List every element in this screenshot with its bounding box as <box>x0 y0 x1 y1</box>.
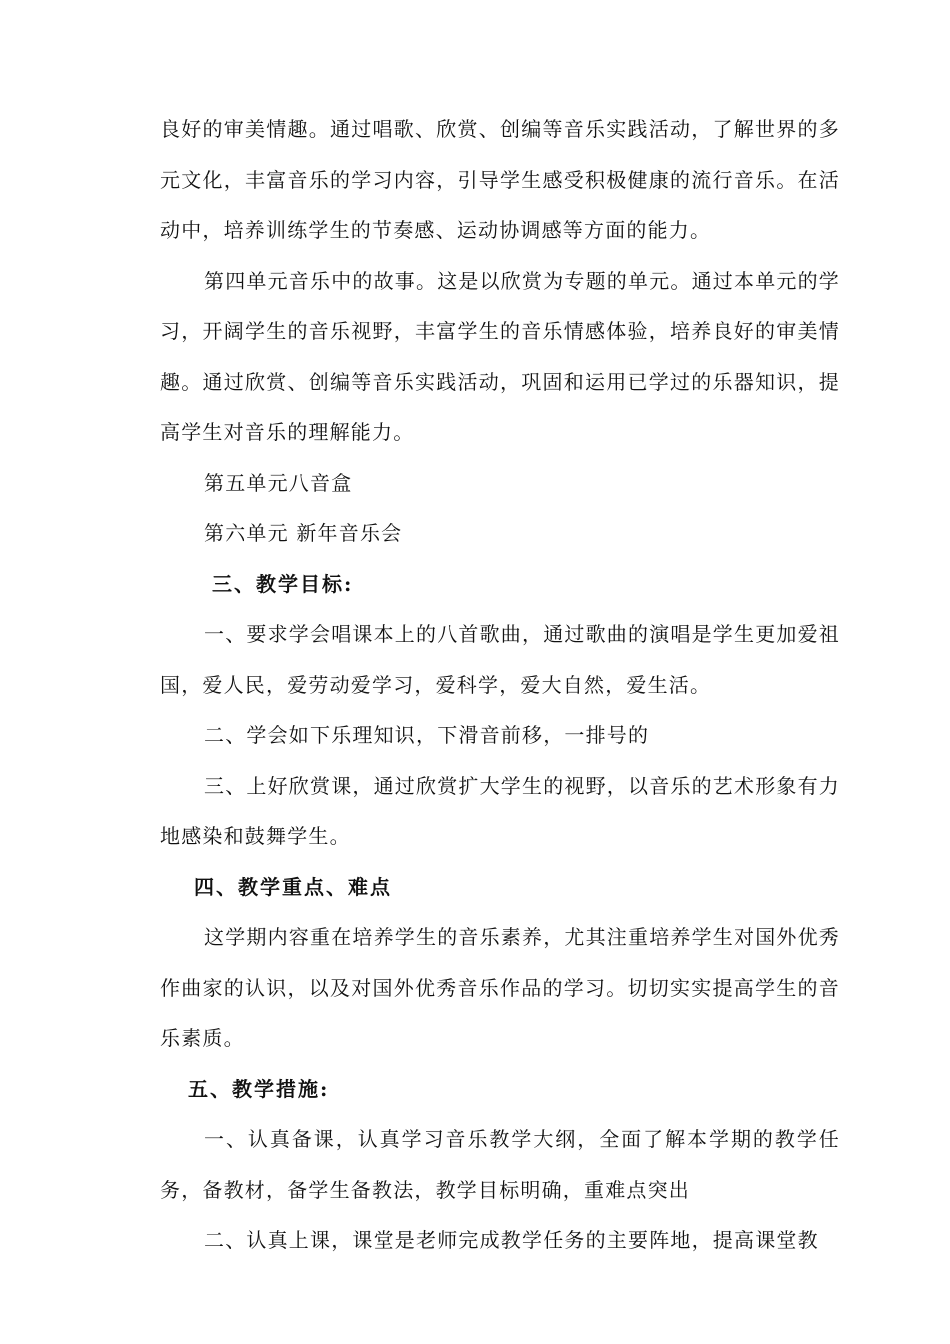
heading-key-points: 四、教学重点、难点 <box>194 874 392 899</box>
measure-item-2: 二、认真上课，课堂是老师完成教学任务的主要阵地，提高课堂教 <box>204 1228 819 1252</box>
heading-teaching-measures: 五、教学措施: <box>188 1076 330 1101</box>
document-body <box>160 104 840 1266</box>
paragraph-unit-6: 第六单元 新年音乐会 <box>204 521 403 545</box>
goal-item-2: 二、学会如下乐理知识，下滑音前移，一排号的 <box>204 723 650 747</box>
paragraph-unit-4: 第四单元音乐中的故事。这是以欣赏为专题的单元。通过本单元的学习，开阔学生的音乐视野，丰富学生的音乐情感体验，培养良好的审美情趣。通过欣赏、创编等音乐实践活动，巩固和运用已学过的乐器知识，提高学生对音乐的理解能力。 <box>160 268 840 444</box>
paragraph-unit-5: 第五单元八音盒 <box>204 470 353 495</box>
goal-item-1: 一、要求学会唱课本上的八首歌曲，通过歌曲的演唱是学生更加爱祖国，爱人民，爱劳动爱学习，爱科学，爱大自然，爱生活。 <box>160 622 840 697</box>
goal-item-3: 三、上好欣赏课，通过欣赏扩大学生的视野，以音乐的艺术形象有力地感染和鼓舞学生。 <box>160 773 840 848</box>
heading-teaching-goals: 三、教学目标: <box>212 571 354 596</box>
paragraph-key-points: 这学期内容重在培养学生的音乐素养，尤其注重培养学生对国外优秀作曲家的认识，以及对国外优秀音乐作品的学习。切切实实提高学生的音乐素质。 <box>160 925 840 1050</box>
paragraph-unit-3-continued: 良好的审美情趣。通过唱歌、欣赏、创编等音乐实践活动，了解世界的多元文化，丰富音乐的学习内容，引导学生感受积极健康的流行音乐。在活动中，培养训练学生的节奏感、运动协调感等方面的能力。 <box>160 117 840 242</box>
measure-item-1: 一、认真备课，认真学习音乐教学大纲，全面了解本学期的教学任务，备教材，备学生备教法，教学目标明确，重难点突出 <box>160 1127 840 1202</box>
